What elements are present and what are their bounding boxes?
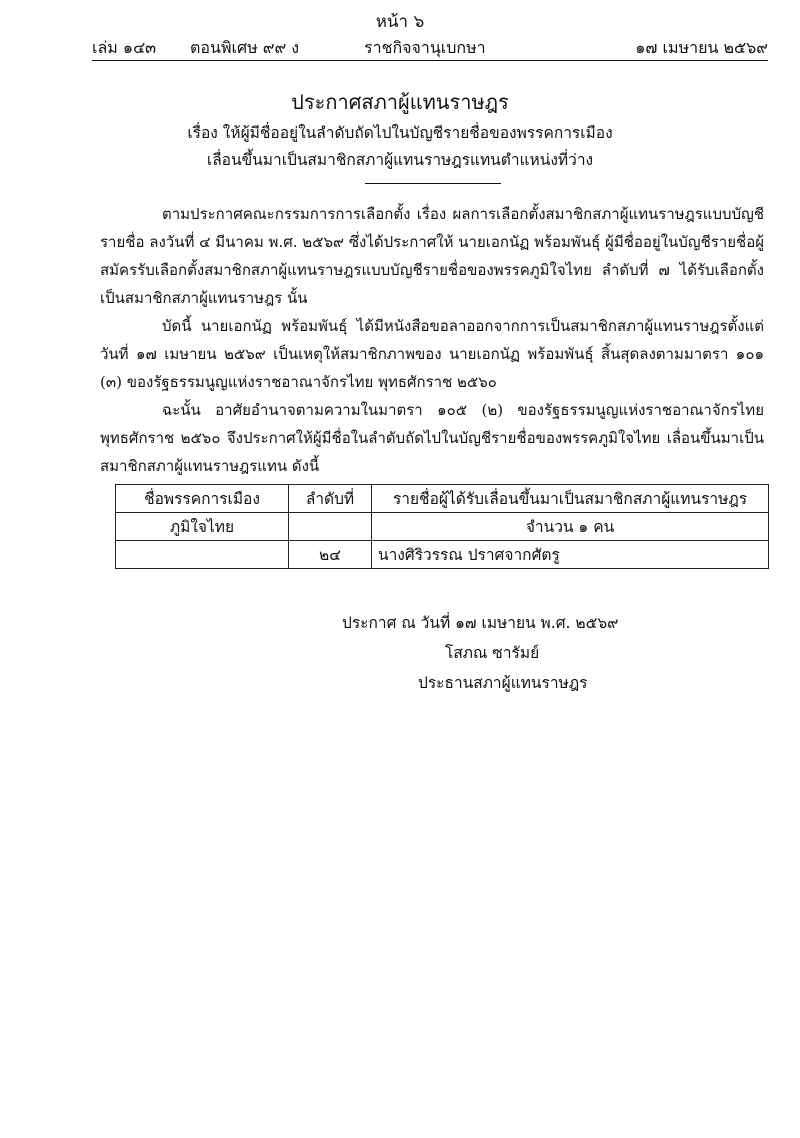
candidate-table [115, 484, 769, 569]
table-row [116, 541, 769, 569]
signatory-name: โสภณ ซารัมย์ [445, 644, 540, 662]
body-paragraph-2-block [100, 312, 764, 396]
signature-date: ประกาศ ณ วันที่ ๑๗ เมษายน พ.ศ. ๒๕๖๙ [342, 614, 619, 632]
subject-line-2: เลื่อนขึ้นมาเป็นสมาชิกสภาผู้แทนราษฎรแทนตำแหน่งที่ว่าง [206, 151, 594, 169]
body-paragraph-3: ฉะนั้น อาศัยอำนาจตามความในมาตรา ๑๐๕ (๒) ของรัฐธรรมนูญแห่งราชอาณาจักรไทยพุทธศักราช ๒๕๖๐ จึงประกาศให้ผู้มีชื่อในลำดับถัดไปในบัญชีรายชื่อของพรรคภูมิใจไทย เลื่อนขึ้นมาเป็นสมาชิกสภาผู้แทนราษฎรแทน ดังนี้ [100, 401, 764, 475]
title-divider [365, 183, 501, 184]
party-cell: ภูมิใจไทย [116, 513, 289, 541]
announcement-subject [0, 120, 800, 174]
gazette-volume: เล่ม ๑๔๓ [92, 38, 157, 57]
announcement-title: ประกาศสภาผู้แทนราษฎร [291, 90, 509, 114]
body-paragraph-1-block [100, 200, 764, 312]
gazette-section: ตอนพิเศษ ๙๙ ง [190, 38, 300, 57]
empty-cell [289, 513, 372, 541]
gazette-name: ราชกิจจานุเบกษา [364, 38, 486, 57]
header-party: ชื่อพรรคการเมือง [116, 485, 289, 513]
table-header-row [116, 485, 769, 513]
gazette-header-line [92, 36, 768, 61]
body-paragraph-2: บัดนี้ นายเอกนัฏ พร้อมพันธุ์ ได้มีหนังสือขอลาออกจากการเป็นสมาชิกสภาผู้แทนราษฎรตั้งแต่วันที่ ๑๗ เมษายน ๒๕๖๙ เป็นเหตุให้สมาชิกภาพของ นายเอกนัฏ พร้อมพันธุ์ สิ้นสุดลงตามมาตรา ๑๐๑ (๓) ของรัฐธรรมนูญแห่งราชอาณาจักรไทย พุทธศักราช ๒๕๖๐ [100, 317, 764, 391]
page-number: หน้า ๖ [375, 12, 425, 32]
table-row [116, 513, 769, 541]
body-paragraph-1: ตามประกาศคณะกรรมการการเลือกตั้ง เรื่อง ผลการเลือกตั้งสมาชิกสภาผู้แทนราษฎรแบบบัญชีรายชื่อ ลงวันที่ ๔ มีนาคม พ.ศ. ๒๕๖๙ ซึ่งได้ประกาศให้ นายเอกนัฏ พร้อมพันธุ์ ผู้มีชื่ออยู่ในบัญชีรายชื่อผู้สมัครรับเลือกตั้งสมาชิกสภาผู้แทนราษฎรแบบบัญชีรายชื่อของพรรคภูมิใจไทย ลำดับที่ ๗ ได้รับเลือกตั้งเป็นสมาชิกสภาผู้แทนราษฎร นั้น [100, 205, 764, 307]
header-rank: ลำดับที่ [289, 485, 372, 513]
empty-cell [116, 541, 289, 569]
header-name: รายชื่อผู้ได้รับเลื่อนขึ้นมาเป็นสมาชิกสภาผู้แทนราษฎร [372, 485, 769, 513]
gazette-date: ๑๗ เมษายน ๒๕๖๙ [635, 38, 768, 57]
count-cell: จำนวน ๑ คน [372, 513, 769, 541]
body-paragraph-3-block [100, 396, 764, 480]
subject-line-1: เรื่อง ให้ผู้มีชื่ออยู่ในลำดับถัดไปในบัญชีรายชื่อของพรรคการเมือง [187, 124, 613, 142]
name-cell: นางศิริวรรณ ปราศจากศัตรู [372, 541, 769, 569]
rank-cell: ๒๔ [289, 541, 372, 569]
signatory-position: ประธานสภาผู้แทนราษฎร [418, 674, 588, 692]
